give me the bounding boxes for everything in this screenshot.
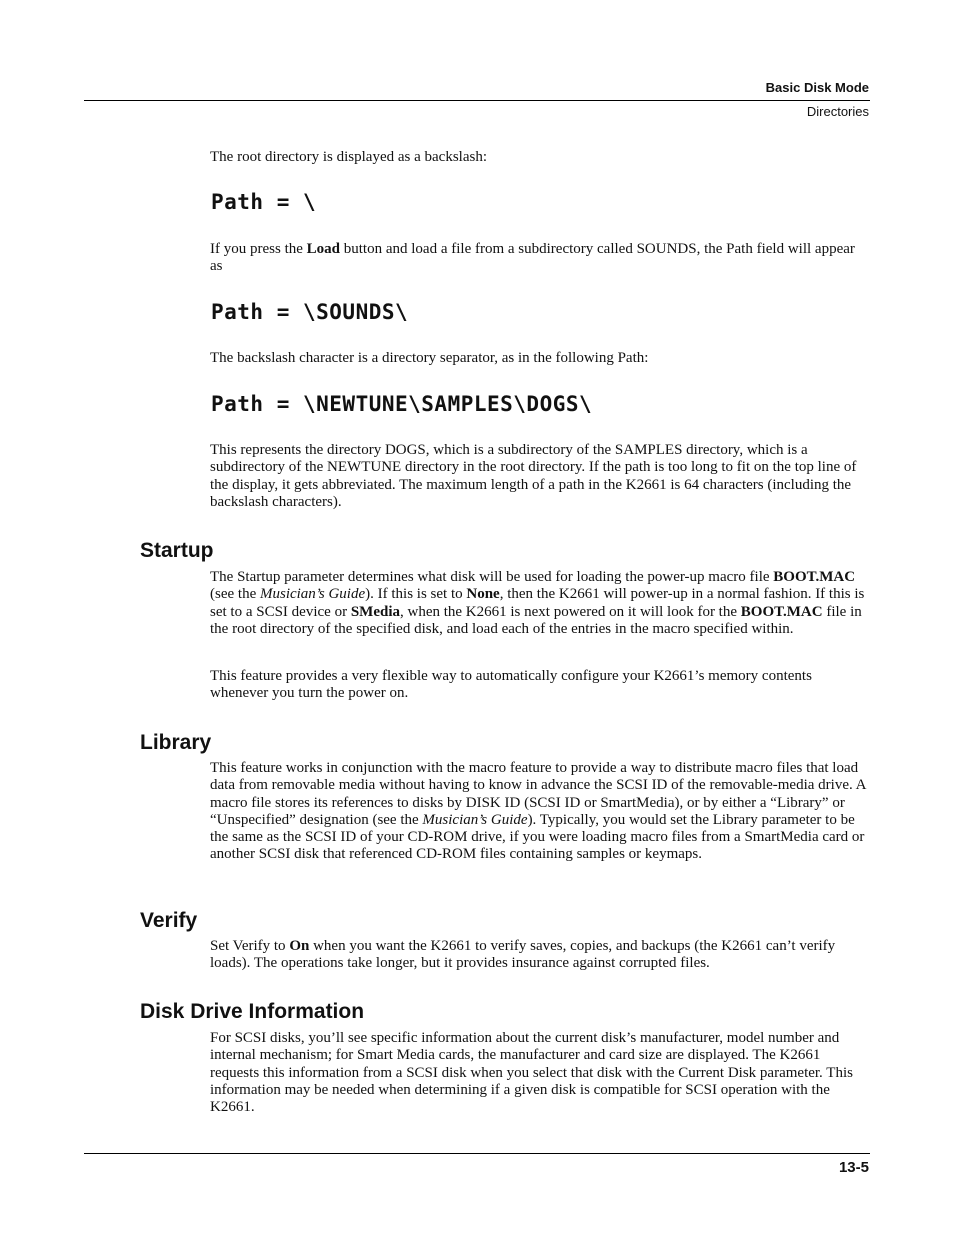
intro-paragraph-1: The root directory is displayed as a backslash: — [210, 149, 488, 165]
page-number: 13-5 — [838, 1159, 869, 1176]
heading-disk-drive-information: Disk Drive Information — [140, 1000, 365, 1023]
running-header-section: Directories — [806, 104, 869, 119]
intro-paragraph-2: If you press the Load button and load a file from a subdirectory called SOUNDS, the Path field will appear as — [210, 241, 855, 275]
startup-paragraph-1: The Startup parameter determines what disk will be used for loading the power-up macro file BOOT.MAC (see the Musician’s Guide). If this is set to None, then the K2661 will power-up in a normal fashion. If this is set to a SCSI device or SMedia, when the K2661 is next powered on it will look for the BOOT.MAC file in the root directory of the specified disk, and load each of the entries in the macro specified within. — [210, 569, 865, 637]
footer-rule — [84, 1153, 870, 1154]
heading-library: Library — [140, 731, 212, 754]
intro-paragraph-4: This represents the directory DOGS, which is a subdirectory of the SAMPLES directory, which is a subdirectory of the NEWTUNE directory in the root directory. If the path is too long to fit on the top line of the display, it gets abbreviated. The maximum length of a path in the K2661 is 64 characters (including the backslash characters). — [210, 442, 857, 510]
lcd-path-root: Path = \ — [211, 190, 317, 214]
heading-verify: Verify — [140, 909, 198, 932]
bold-load: Load — [306, 241, 341, 257]
heading-startup: Startup — [140, 539, 214, 562]
header-rule — [84, 100, 870, 101]
intro-paragraph-3: The backslash character is a directory separator, as in the following Path: — [210, 350, 649, 366]
lcd-path-sounds: Path = \SOUNDS\ — [211, 300, 409, 324]
verify-paragraph: Set Verify to On when you want the K2661 to verify saves, copies, and backups (the K2661 can’t verify loads). The operations take longer, but it provides insurance against corrupted files. — [210, 938, 836, 972]
library-paragraph: This feature works in conjunction with the macro feature to provide a way to distribute macro files that load data from removable media without having to know in advance the SCSI ID of the removable-media drive. A macro file stores its references to disks by DISK ID (SCSI ID or SmartMedia), or by either a “Library” or “Unspecified” designation (see the Musician’s Guide). Typically, you would set the Library parameter to be the same as the SCSI ID of your CD-ROM drive, if you were loading macro files from a SmartMedia card or another SCSI disk that referenced CD-ROM files containing samples or keymaps. — [210, 760, 866, 863]
disk-info-paragraph: For SCSI disks, you’ll see specific information about the current disk’s manufacturer, model number and internal mechanism; for Smart Media cards, the manufacturer and card size are displayed. The K2661 requests this information from a SCSI disk when you select that disk with the Current Disk parameter. This information may be needed when determining if a given disk is compatible for SCSI operation with the K2661. — [210, 1030, 853, 1116]
startup-paragraph-2: This feature provides a very flexible way to automatically configure your K2661’s memory contents whenever you turn the power on. — [210, 668, 812, 702]
lcd-path-dogs: Path = \NEWTUNE\SAMPLES\DOGS\ — [211, 392, 593, 416]
running-header-chapter: Basic Disk Mode — [765, 80, 869, 95]
